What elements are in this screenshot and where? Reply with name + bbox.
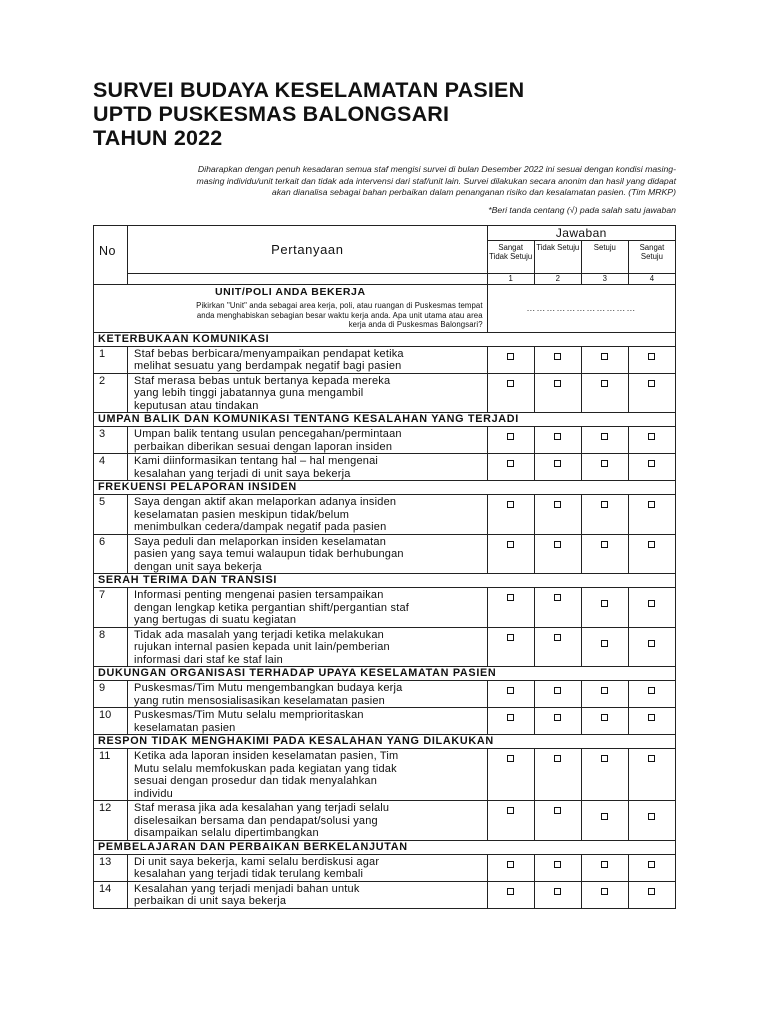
checkbox-1[interactable]	[507, 634, 514, 641]
question-text-line: kesalahan yang terjadi tidak terulang kembali	[134, 868, 364, 880]
answer-cell-2[interactable]	[534, 801, 581, 841]
checkbox-2[interactable]	[554, 687, 561, 694]
question-text-line: Puskesmas/Tim Mutu selalu memprioritaskan	[134, 709, 364, 721]
question-text	[128, 801, 488, 841]
question-text	[128, 346, 488, 373]
checkbox-4[interactable]	[648, 714, 655, 721]
question-text-line: pasien yang saya temui walaupun tidak berhubungan	[134, 548, 404, 560]
unit-desc-line-2: anda menghabiskan sebagian besar waktu kerja anda. Apa unit utama atau area	[196, 310, 483, 320]
answer-cell-3[interactable]	[581, 534, 628, 574]
question-text-line: Staf bebas berbicara/menyampaikan pendapat ketika	[134, 347, 404, 360]
checkbox-2[interactable]	[554, 755, 561, 762]
question-text-line: keselamatan pasien	[134, 721, 236, 734]
question-text-line: keputusan atau tindakan	[134, 399, 259, 412]
question-text-line: Tidak ada masalah yang terjadi ketika melakukan	[134, 628, 384, 641]
answer-cell-2[interactable]	[534, 495, 581, 535]
answer-cell-3[interactable]	[581, 588, 628, 628]
answer-cell-4[interactable]	[628, 681, 675, 708]
checkbox-2[interactable]	[554, 501, 561, 508]
section-row	[94, 574, 676, 588]
checkbox-2[interactable]	[554, 460, 561, 467]
question-text	[128, 854, 488, 881]
answer-cell-2[interactable]	[534, 881, 581, 908]
checkbox-3[interactable]	[601, 433, 608, 440]
question-text	[128, 708, 488, 735]
question-number: 10	[94, 708, 128, 735]
question-text	[128, 881, 488, 908]
page-title	[93, 78, 693, 150]
question-row	[94, 801, 676, 841]
question-row	[94, 346, 676, 373]
question-text-line: perbaikan di unit saya bekerja	[134, 895, 287, 907]
answer-cell-2[interactable]	[534, 627, 581, 667]
question-text	[128, 681, 488, 708]
answer-cell-1[interactable]	[487, 454, 534, 481]
question-row	[94, 681, 676, 708]
checkbox-3[interactable]	[601, 755, 608, 762]
question-text-line: keselamatan pasien meskipun tidak/belum	[134, 508, 350, 521]
question-row	[94, 373, 676, 413]
checkbox-4[interactable]	[648, 640, 655, 647]
checkbox-2[interactable]	[554, 807, 561, 814]
question-text-line: disampaikan selalu dipertimbangkan	[134, 827, 319, 839]
checkbox-1[interactable]	[507, 594, 514, 601]
intro-line-1: Diharapkan dengan penuh kesadaran semua staf mengisi survei di bulan Desember 2022 ini sesuai dengan kondisi masing-	[197, 164, 676, 174]
answer-cell-2[interactable]	[534, 373, 581, 413]
checkbox-4[interactable]	[648, 861, 655, 868]
checkbox-1[interactable]	[507, 687, 514, 694]
section-title: PEMBELAJARAN DAN PERBAIKAN BERKELANJUTAN	[94, 840, 676, 854]
checkbox-4[interactable]	[648, 433, 655, 440]
answer-cell-2[interactable]	[534, 454, 581, 481]
question-number: 9	[94, 681, 128, 708]
tick-instruction: *Beri tanda centang (√) pada salah satu jawaban	[488, 205, 676, 215]
answer-cell-2[interactable]	[534, 749, 581, 801]
answer-cell-1[interactable]	[487, 708, 534, 735]
question-text-line: sesuai dengan prosedur dan tidak menyalahkan	[134, 775, 378, 787]
question-text-line: Umpan balik tentang usulan pencegahan/permintaan	[134, 428, 402, 440]
question-text-line: melihat sesuatu yang berdampak negatif bagi pasien	[134, 360, 402, 372]
section-row	[94, 481, 676, 495]
checkbox-3[interactable]	[601, 353, 608, 360]
checkbox-3[interactable]	[601, 640, 608, 647]
question-row	[94, 427, 676, 454]
question-text	[128, 427, 488, 454]
answer-cell-4[interactable]	[628, 708, 675, 735]
answer-cell-3[interactable]	[581, 346, 628, 373]
question-number: 6	[94, 534, 128, 574]
checkbox-3[interactable]	[601, 501, 608, 508]
question-text-line: perbaikan diberikan sesuai dengan laporan insiden	[134, 440, 393, 453]
question-text	[128, 373, 488, 413]
checkbox-2[interactable]	[554, 888, 561, 895]
question-text-line: diselesaikan bersama dan pendapat/solusi yang	[134, 814, 378, 827]
question-number: 1	[94, 346, 128, 373]
question-text-line: Saya dengan aktif akan melaporkan adanya insiden	[134, 496, 397, 508]
header-row	[94, 226, 676, 241]
question-text	[128, 454, 488, 481]
option-label-4: Sangat Setuju	[628, 241, 675, 274]
question-number: 13	[94, 854, 128, 881]
question-text-line: Staf merasa bebas untuk bertanya kepada mereka	[134, 374, 391, 387]
question-number: 8	[94, 627, 128, 667]
question-row	[94, 495, 676, 535]
checkbox-1[interactable]	[507, 861, 514, 868]
answer-cell-1[interactable]	[487, 801, 534, 841]
answer-cell-1[interactable]	[487, 588, 534, 628]
question-row	[94, 881, 676, 908]
question-text-line: yang lebih tinggi jabatannya guna mengambil	[134, 387, 364, 399]
checkbox-3[interactable]	[601, 600, 608, 607]
section-title: UMPAN BALIK DAN KOMUNIKASI TENTANG KESALAHAN YANG TERJADI	[94, 413, 676, 427]
answer-cell-2[interactable]	[534, 588, 581, 628]
checkbox-1[interactable]	[507, 433, 514, 440]
checkbox-4[interactable]	[648, 501, 655, 508]
checkbox-3[interactable]	[601, 380, 608, 387]
answer-cell-1[interactable]	[487, 627, 534, 667]
answer-cell-1[interactable]	[487, 495, 534, 535]
answer-cell-2[interactable]	[534, 534, 581, 574]
answer-cell-3[interactable]	[581, 454, 628, 481]
section-title: FREKUENSI PELAPORAN INSIDEN	[94, 481, 676, 495]
question-row	[94, 708, 676, 735]
checkbox-1[interactable]	[507, 541, 514, 548]
checkbox-1[interactable]	[507, 501, 514, 508]
checkbox-2[interactable]	[554, 634, 561, 641]
answer-cell-4[interactable]	[628, 346, 675, 373]
question-row	[94, 627, 676, 667]
survey-table	[93, 225, 676, 909]
answer-cell-3[interactable]	[581, 627, 628, 667]
question-text	[128, 534, 488, 574]
question-text-line: yang bertugas di suatu kegiatan	[134, 614, 297, 626]
section-row	[94, 840, 676, 854]
answer-cell-4[interactable]	[628, 373, 675, 413]
answer-cell-4[interactable]	[628, 454, 675, 481]
answer-cell-2[interactable]	[534, 346, 581, 373]
question-text	[128, 749, 488, 801]
intro-line-3: akan dianalisa sebagai bahan perbaikan dalam penanganan risiko dan kesalamatan pasien. (Tim MRKP)	[271, 187, 676, 197]
question-text-line: Di unit saya bekerja, kami selalu berdiskusi agar	[134, 855, 380, 868]
checkbox-3[interactable]	[601, 460, 608, 467]
question-row	[94, 454, 676, 481]
question-text	[128, 627, 488, 667]
question-row	[94, 749, 676, 801]
answer-cell-4[interactable]	[628, 427, 675, 454]
checkbox-2[interactable]	[554, 541, 561, 548]
answer-cell-2[interactable]	[534, 854, 581, 881]
title-line-2: UPTD PUSKESMAS BALONGSARI	[93, 102, 450, 126]
question-text-line: Saya peduli dan melaporkan insiden keselamatan	[134, 535, 387, 548]
title-line-3: TAHUN 2022	[93, 126, 223, 150]
question-text-line: dengan unit saya bekerja	[134, 560, 262, 573]
question-text-line: informasi dari staf ke staf lain	[134, 653, 283, 666]
option-values-row	[94, 274, 676, 285]
question-number: 14	[94, 881, 128, 908]
question-number: 11	[94, 749, 128, 801]
option-value-2: 2	[534, 274, 581, 285]
checkbox-2[interactable]	[554, 861, 561, 868]
checkbox-1[interactable]	[507, 380, 514, 387]
option-label-1: Sangat Tidak Setuju	[487, 241, 534, 274]
answer-cell-3[interactable]	[581, 854, 628, 881]
option-value-3: 3	[581, 274, 628, 285]
answer-cell-3[interactable]	[581, 681, 628, 708]
answer-cell-4[interactable]	[628, 588, 675, 628]
option-label-2: Tidak Setuju	[534, 241, 581, 274]
checkbox-4[interactable]	[648, 353, 655, 360]
checkbox-3[interactable]	[601, 541, 608, 548]
option-value-4: 4	[628, 274, 675, 285]
blank-cell	[128, 274, 488, 285]
question-number: 2	[94, 373, 128, 413]
answer-cell-2[interactable]	[534, 681, 581, 708]
question-text-line: kesalahan yang terjadi di unit saya bekerja	[134, 467, 351, 480]
question-text-line: Kesalahan yang terjadi menjadi bahan untuk	[134, 882, 360, 895]
question-number: 12	[94, 801, 128, 841]
question-text-line: dengan lengkap ketika pergantian shift/pergantian staf	[134, 601, 410, 614]
question-text-line: Kami diinformasikan tentang hal – hal mengenai	[134, 455, 379, 467]
unit-answer-field[interactable]: ……………………………	[487, 285, 675, 333]
answer-cell-4[interactable]	[628, 495, 675, 535]
checkbox-3[interactable]	[601, 714, 608, 721]
question-row	[94, 534, 676, 574]
checkbox-1[interactable]	[507, 714, 514, 721]
checkbox-1[interactable]	[507, 755, 514, 762]
intro-line-2: masing individu/unit terkait dan tidak ada intervensi dari staf/unit lain. Survei dilakukan secara anonim dan hasil yang didapat	[196, 175, 676, 186]
checkbox-3[interactable]	[601, 861, 608, 868]
column-header-question: Pertanyaan	[128, 226, 488, 274]
question-text-line: Puskesmas/Tim Mutu mengembangkan budaya kerja	[134, 682, 403, 694]
question-text-line: menimbulkan cedera/dampak negatif pada pasien	[134, 521, 387, 533]
answer-cell-3[interactable]	[581, 881, 628, 908]
answer-cell-4[interactable]	[628, 627, 675, 667]
question-text-line: yang rutin mensosialisasikan keselamatan pasien	[134, 694, 385, 707]
question-number: 7	[94, 588, 128, 628]
answer-cell-1[interactable]	[487, 854, 534, 881]
answer-cell-2[interactable]	[534, 708, 581, 735]
checkbox-3[interactable]	[601, 813, 608, 820]
unit-title: UNIT/POLI ANDA BEKERJA	[214, 286, 366, 298]
question-text-line: Mutu selalu memfokuskan pada kegiatan yang tidak	[134, 762, 397, 775]
question-text	[128, 588, 488, 628]
answer-cell-4[interactable]	[628, 854, 675, 881]
question-number: 5	[94, 495, 128, 535]
section-title: SERAH TERIMA DAN TRANSISI	[94, 574, 676, 588]
question-number: 4	[94, 454, 128, 481]
checkbox-4[interactable]	[648, 813, 655, 820]
question-text-line: Informasi penting mengenai pasien tersampaikan	[134, 589, 384, 601]
checkbox-2[interactable]	[554, 380, 561, 387]
answer-cell-1[interactable]	[487, 881, 534, 908]
answer-cell-3[interactable]	[581, 373, 628, 413]
unit-question-cell	[94, 285, 488, 333]
answer-cell-1[interactable]	[487, 427, 534, 454]
checkbox-4[interactable]	[648, 687, 655, 694]
question-number: 3	[94, 427, 128, 454]
checkbox-2[interactable]	[554, 353, 561, 360]
checkbox-3[interactable]	[601, 888, 608, 895]
answer-cell-3[interactable]	[581, 708, 628, 735]
unit-description	[94, 299, 487, 332]
answer-cell-3[interactable]	[581, 495, 628, 535]
checkbox-4[interactable]	[648, 755, 655, 762]
question-text-line: rujukan internal pasien kepada unit lain/pemberian	[134, 641, 390, 653]
unit-desc-line-3: kerja anda di Puskesmas Balongsari?	[348, 320, 483, 329]
answer-cell-2[interactable]	[534, 427, 581, 454]
checkbox-1[interactable]	[507, 807, 514, 814]
answer-cell-4[interactable]	[628, 881, 675, 908]
checkbox-4[interactable]	[648, 380, 655, 387]
unit-row	[94, 285, 676, 333]
question-text-line: Ketika ada laporan insiden keselamatan pasien, Tim	[134, 750, 399, 762]
answer-cell-4[interactable]	[628, 801, 675, 841]
question-row	[94, 588, 676, 628]
question-row	[94, 854, 676, 881]
checkbox-4[interactable]	[648, 888, 655, 895]
section-title: DUKUNGAN ORGANISASI TERHADAP UPAYA KESELAMATAN PASIEN	[94, 667, 676, 681]
question-text-line: individu	[134, 787, 173, 800]
checkbox-2[interactable]	[554, 714, 561, 721]
answer-cell-1[interactable]	[487, 534, 534, 574]
checkbox-2[interactable]	[554, 433, 561, 440]
answer-cell-1[interactable]	[487, 749, 534, 801]
checkbox-1[interactable]	[507, 460, 514, 467]
column-header-answer: Jawaban	[487, 226, 675, 241]
checkbox-4[interactable]	[648, 600, 655, 607]
answer-cell-3[interactable]	[581, 801, 628, 841]
answer-cell-4[interactable]	[628, 534, 675, 574]
section-row	[94, 667, 676, 681]
checkbox-4[interactable]	[648, 460, 655, 467]
question-text	[128, 495, 488, 535]
section-title: KETERBUKAAN KOMUNIKASI	[94, 332, 676, 346]
question-text-line: Staf merasa jika ada kesalahan yang terjadi selalu	[134, 802, 390, 814]
answer-cell-1[interactable]	[487, 346, 534, 373]
section-row	[94, 332, 676, 346]
option-value-1: 1	[487, 274, 534, 285]
section-title: RESPON TIDAK MENGHAKIMI PADA KESALAHAN YANG DILAKUKAN	[94, 735, 676, 749]
checkbox-1[interactable]	[507, 888, 514, 895]
checkbox-4[interactable]	[648, 541, 655, 548]
answer-cell-1[interactable]	[487, 681, 534, 708]
answer-cell-4[interactable]	[628, 749, 675, 801]
section-row	[94, 413, 676, 427]
checkbox-3[interactable]	[601, 687, 608, 694]
answer-cell-3[interactable]	[581, 427, 628, 454]
answer-cell-1[interactable]	[487, 373, 534, 413]
unit-desc-line-1: Pikirkan "Unit" anda sebagai area kerja, poli, atau ruangan di Puskesmas tempat	[196, 301, 483, 310]
column-header-no: No	[94, 226, 128, 285]
section-row	[94, 735, 676, 749]
title-line-1: SURVEI BUDAYA KESELAMATAN PASIEN	[93, 78, 525, 102]
option-label-3: Setuju	[581, 241, 628, 274]
checkbox-1[interactable]	[507, 353, 514, 360]
answer-cell-3[interactable]	[581, 749, 628, 801]
survey-instructions	[100, 164, 676, 199]
checkbox-2[interactable]	[554, 594, 561, 601]
